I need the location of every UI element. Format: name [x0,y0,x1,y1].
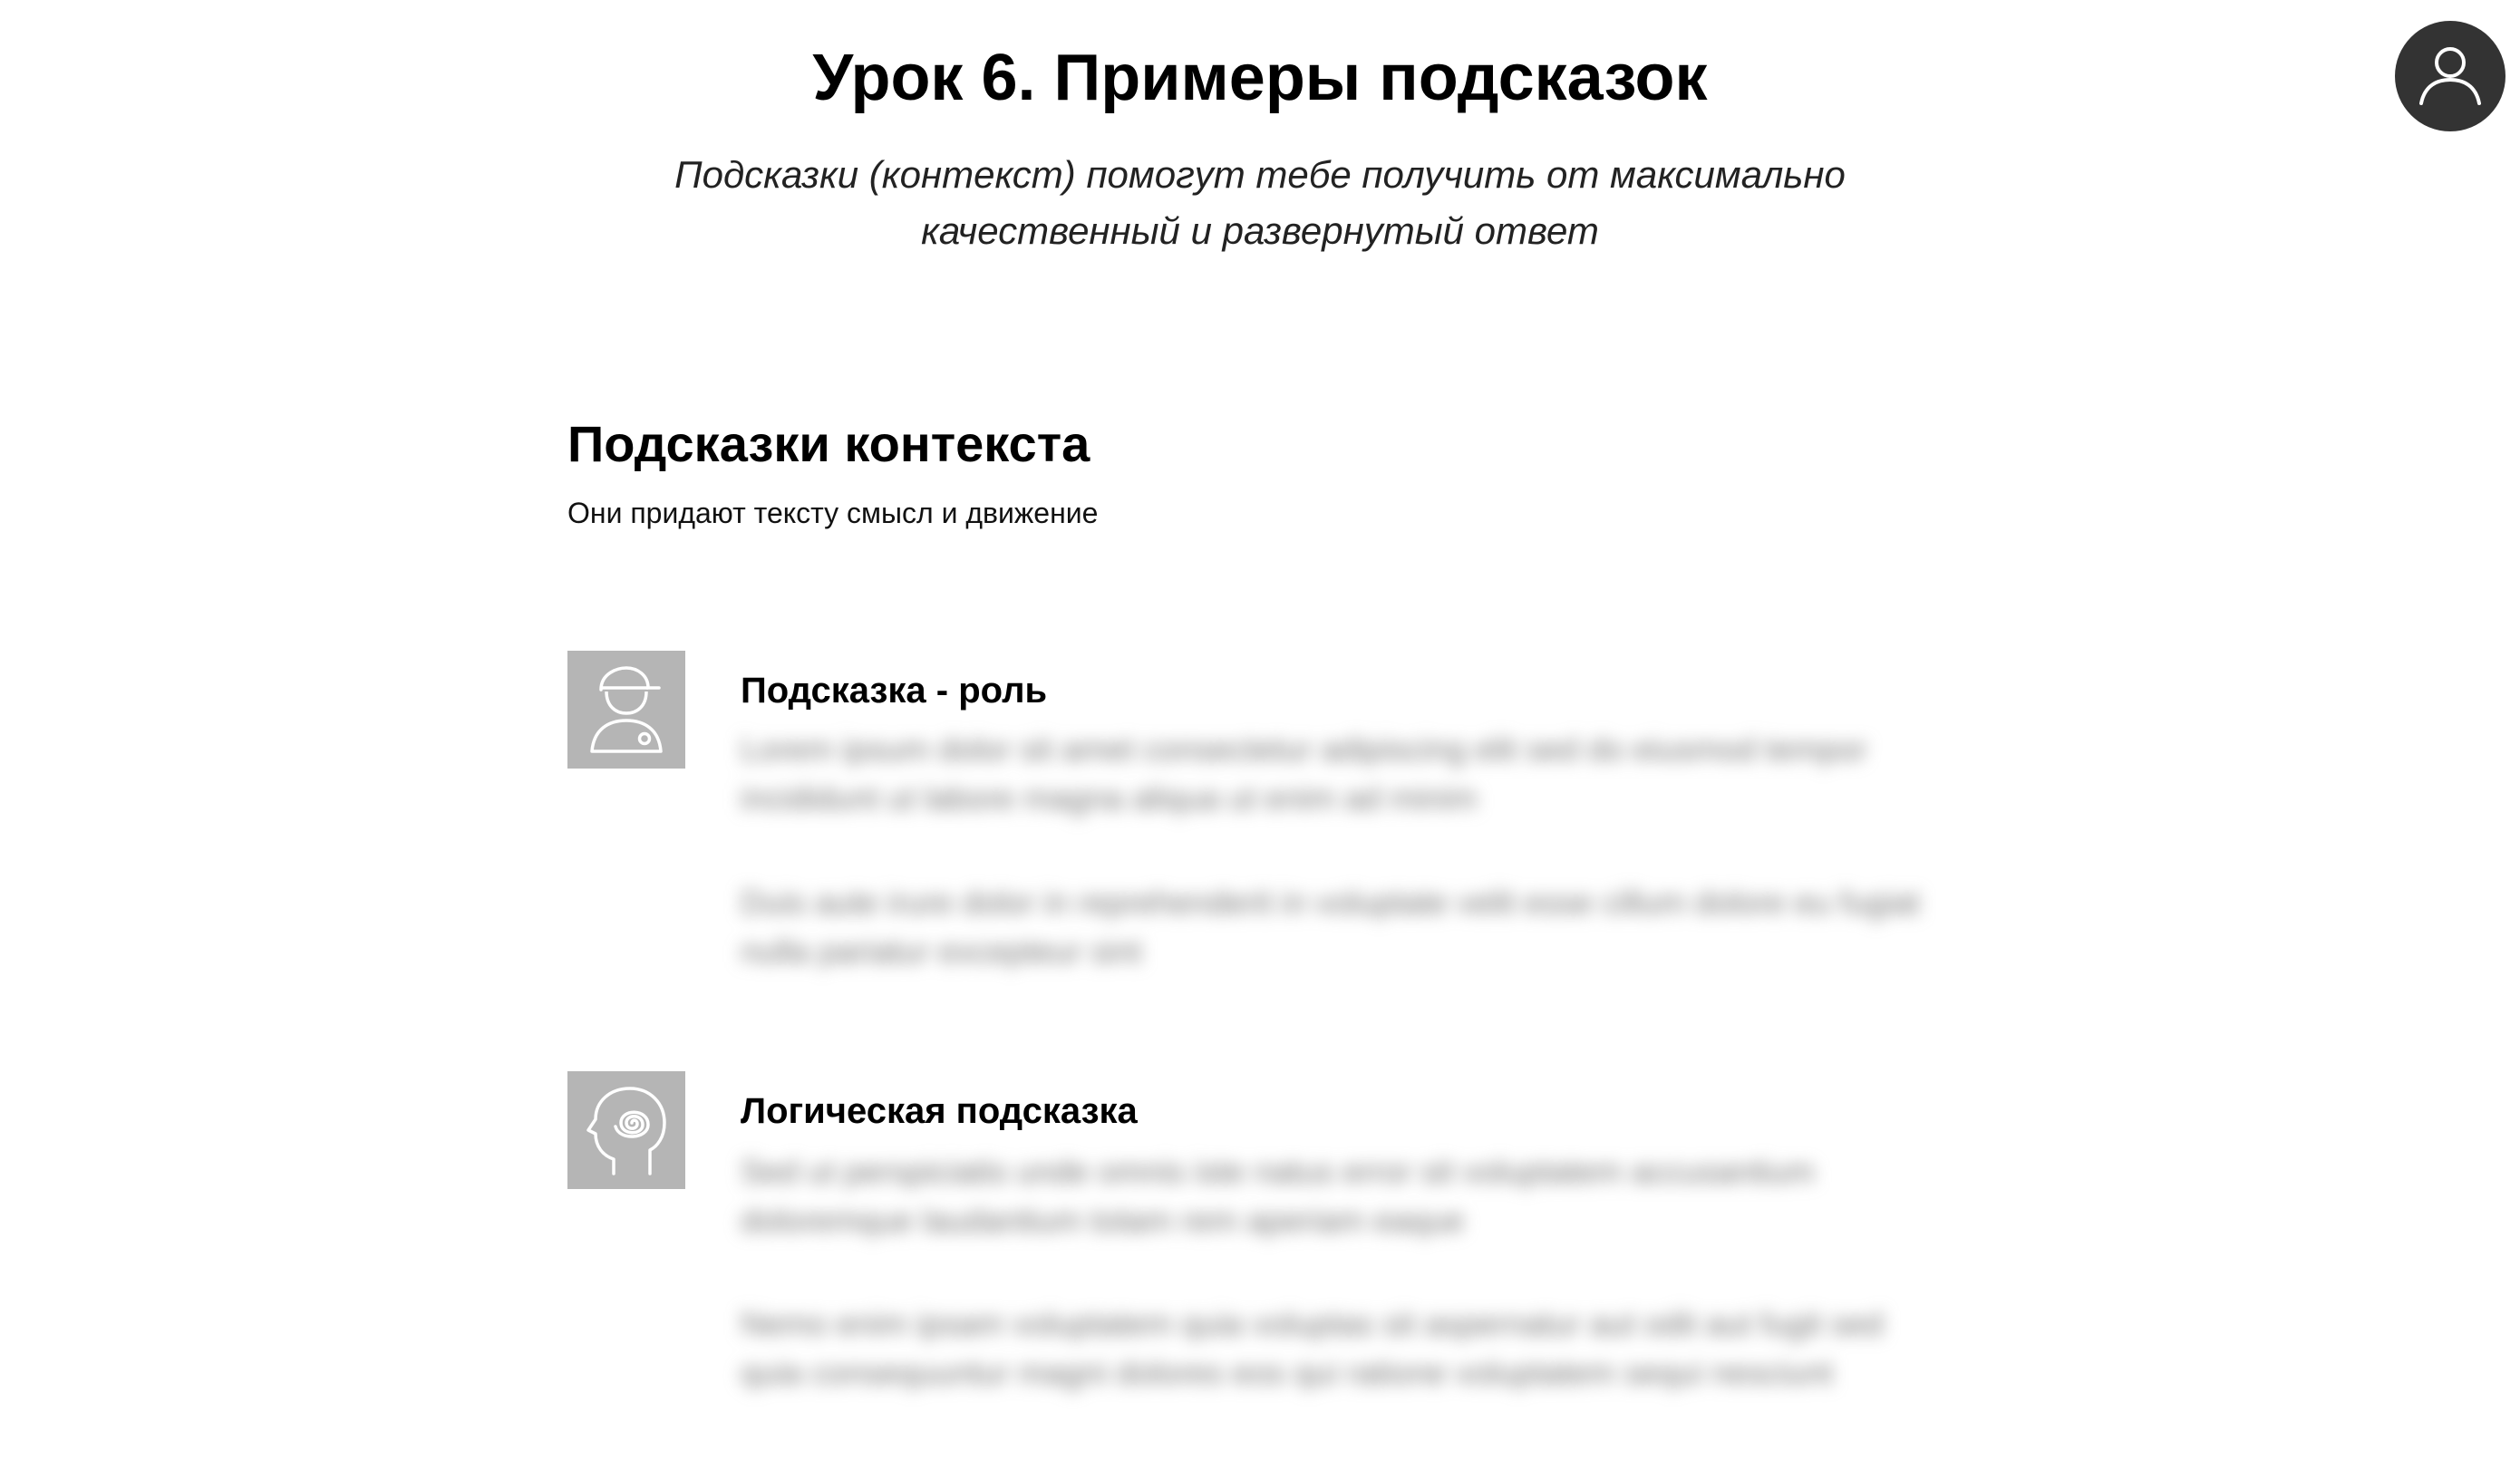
worker-icon [583,664,670,755]
head-spiral-icon [583,1083,670,1177]
hint-role-title: Подсказка - роль [741,671,1048,711]
hint-role-paragraph-1: Lorem ipsum dolor sit amet consectetur adipiscing elit sed do eiusmod tempor incididunt ut labore magna aliqua ut enim ad minim [741,730,1867,817]
lesson-subtitle: Подсказки (контекст) помогут тебе получить от максимально качественный и развернутый ответ [674,153,1846,252]
section-title: Подсказки контекста [567,415,1090,472]
hint-logic [567,1071,1954,1397]
hint-role-paragraph-2: Duis aute irure dolor in reprehenderit in voluptate velit esse cillum dolore eu fugiat nulla pariatur excepteur sint [741,884,1920,970]
hint-role [567,651,1954,977]
hint-logic-paragraph-2: Nemo enim ipsam voluptatem quia voluptas sit aspernatur aut odit aut fugit sed quia consequuntur magni dolores eos qui ratione voluptatem sequi nesciunt [741,1305,1884,1391]
hint-logic-icon-box [567,1071,685,1189]
hint-role-icon-box [567,651,685,769]
lesson-title: Урок 6. Примеры подсказок [812,42,1708,114]
section-subtitle: Они придают тексту смысл и движение [567,497,1099,529]
hint-logic-title: Логическая подсказка [741,1091,1138,1131]
hint-logic-paragraph-1: Sed ut perspiciatis unde omnis iste natus error sit voluptatem accusantium doloremque laudantium totam rem aperiam eaque [741,1153,1815,1239]
